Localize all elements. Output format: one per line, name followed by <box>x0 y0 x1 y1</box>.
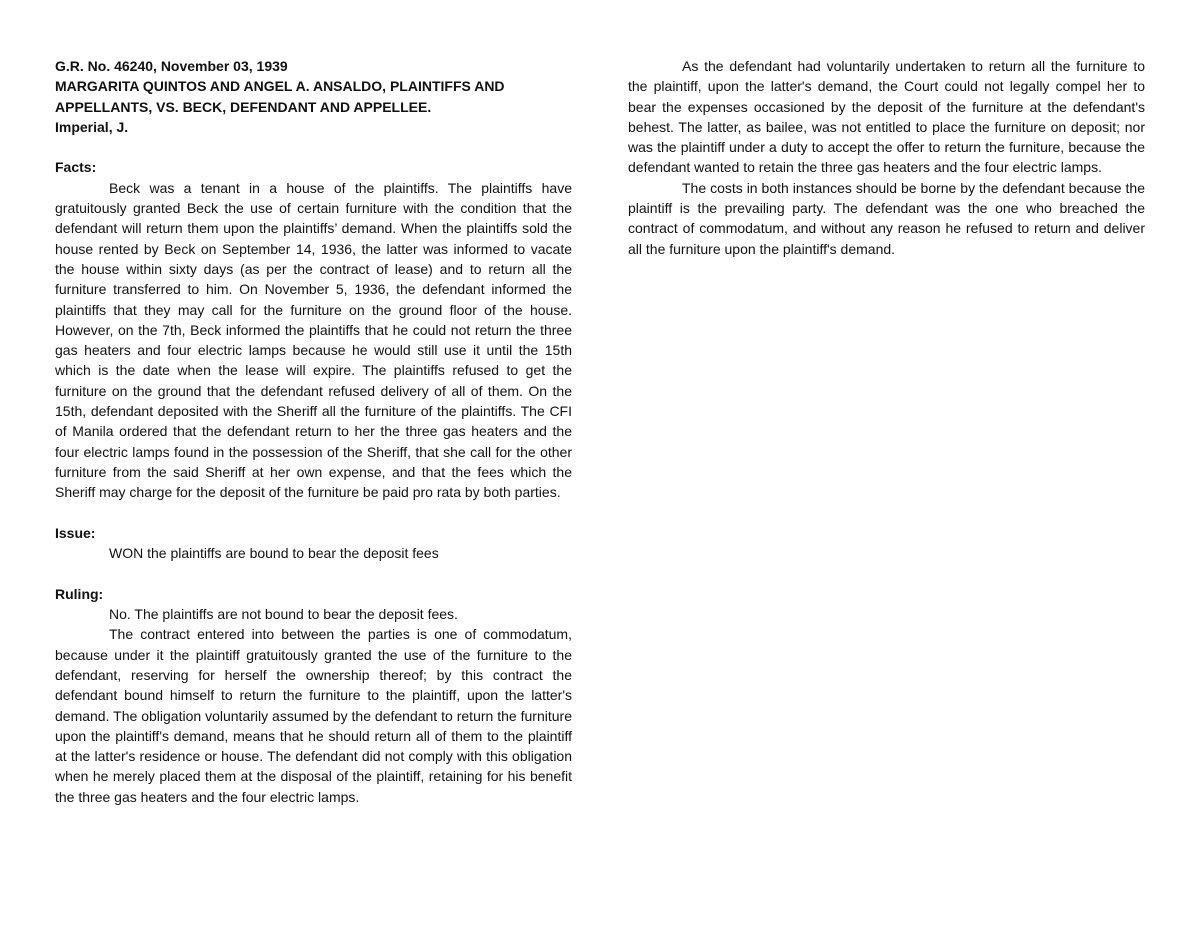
facts-text: Beck was a tenant in a house of the plaintiffs. The plaintiffs have gratuitously granted Beck the use of certain furniture with the condition that the defendant will return them upon the plaintiffs’ demand. When the plaintiffs sold the house rented by Beck on September 14, 1936, the latter was informed to vacate the house within sixty days (as per the contract of lease) and to return all the furniture transferred to him. On November 5, 1936, the defendant informed the plaintiffs that they may call for the furniture on the ground floor of the house. However, on the 7th, Beck informed the plaintiffs that he could not return the three gas heaters and four electric lamps because he would still use it until the 15th which is the date when the lease will expire. The plaintiffs refused to get the furniture on the ground that the defendant refused delivery of all of them. On the 15th, defendant deposited with the Sheriff all the furniture of the plaintiffs. The CFI of Manila ordered that the defendant return to her the three gas heaters and the four electric lamps found in the possession of the Sheriff, that she call for the other furniture from the said Sheriff at her own expense, and that the fees which the Sheriff may charge for the deposit of the furniture be paid pro rata by both parties. <box>55 179 572 501</box>
ruling-paragraph-3: The costs in both instances should be borne by the defendant because the plaintiff is the prevailing party. The defendant was the one who breached the contract of commodatum, and without any reason he refused to return and deliver all the furniture upon the plaintiff's demand. <box>628 179 1145 257</box>
case-parties-line-1: MARGARITA QUINTOS AND ANGEL A. ANSALDO, PLAINTIFFS AND <box>55 78 505 95</box>
spacer <box>55 563 572 583</box>
case-parties-line-2: APPELLANTS, VS. BECK, DEFENDANT AND APPELLEE. <box>55 98 432 115</box>
spacer <box>55 503 572 523</box>
ponente: Imperial, J. <box>55 118 129 135</box>
left-column <box>55 56 572 807</box>
issue-text: WON the plaintiffs are bound to bear the deposit fees <box>109 545 439 562</box>
ruling-paragraph-2: As the defendant had voluntarily undertaken to return all the furniture to the plaintiff, upon the latter's demand, the Court could not legally compel her to bear the expenses occasioned by the deposit of the furniture at the defendant's behest. The latter, as bailee, was not entitled to place the furniture on deposit; nor was the plaintiff under a duty to accept the offer to return the furniture, because the defendant wanted to retain the three gas heaters and the four electric lamps. <box>628 58 1145 176</box>
ruling-paragraph-1: The contract entered into between the parties is one of commodatum, because under it the plaintiff gratuitously granted the use of the furniture to the defendant, reserving for herself the ownership thereof; by this contract the defendant bound himself to return the furniture to the plaintiff, upon the latter's demand. The obligation voluntarily assumed by the defendant to return the furniture upon the plaintiff's demand, means that he should return all of them to the plaintiff at the latter's residence or house. The defendant did not comply with this obligation when he merely placed them at the disposal of the plaintiff, retaining for his benefit the three gas heaters and the four electric lamps. <box>55 626 572 805</box>
ruling-label: Ruling: <box>55 585 104 602</box>
facts-label: Facts: <box>55 159 97 176</box>
spacer <box>55 137 572 157</box>
ruling-short-answer: No. The plaintiffs are not bound to bear the deposit fees. <box>109 606 458 623</box>
right-column <box>628 56 1145 259</box>
issue-label: Issue: <box>55 524 96 541</box>
case-number: G.R. No. 46240, November 03, 1939 <box>55 58 288 74</box>
